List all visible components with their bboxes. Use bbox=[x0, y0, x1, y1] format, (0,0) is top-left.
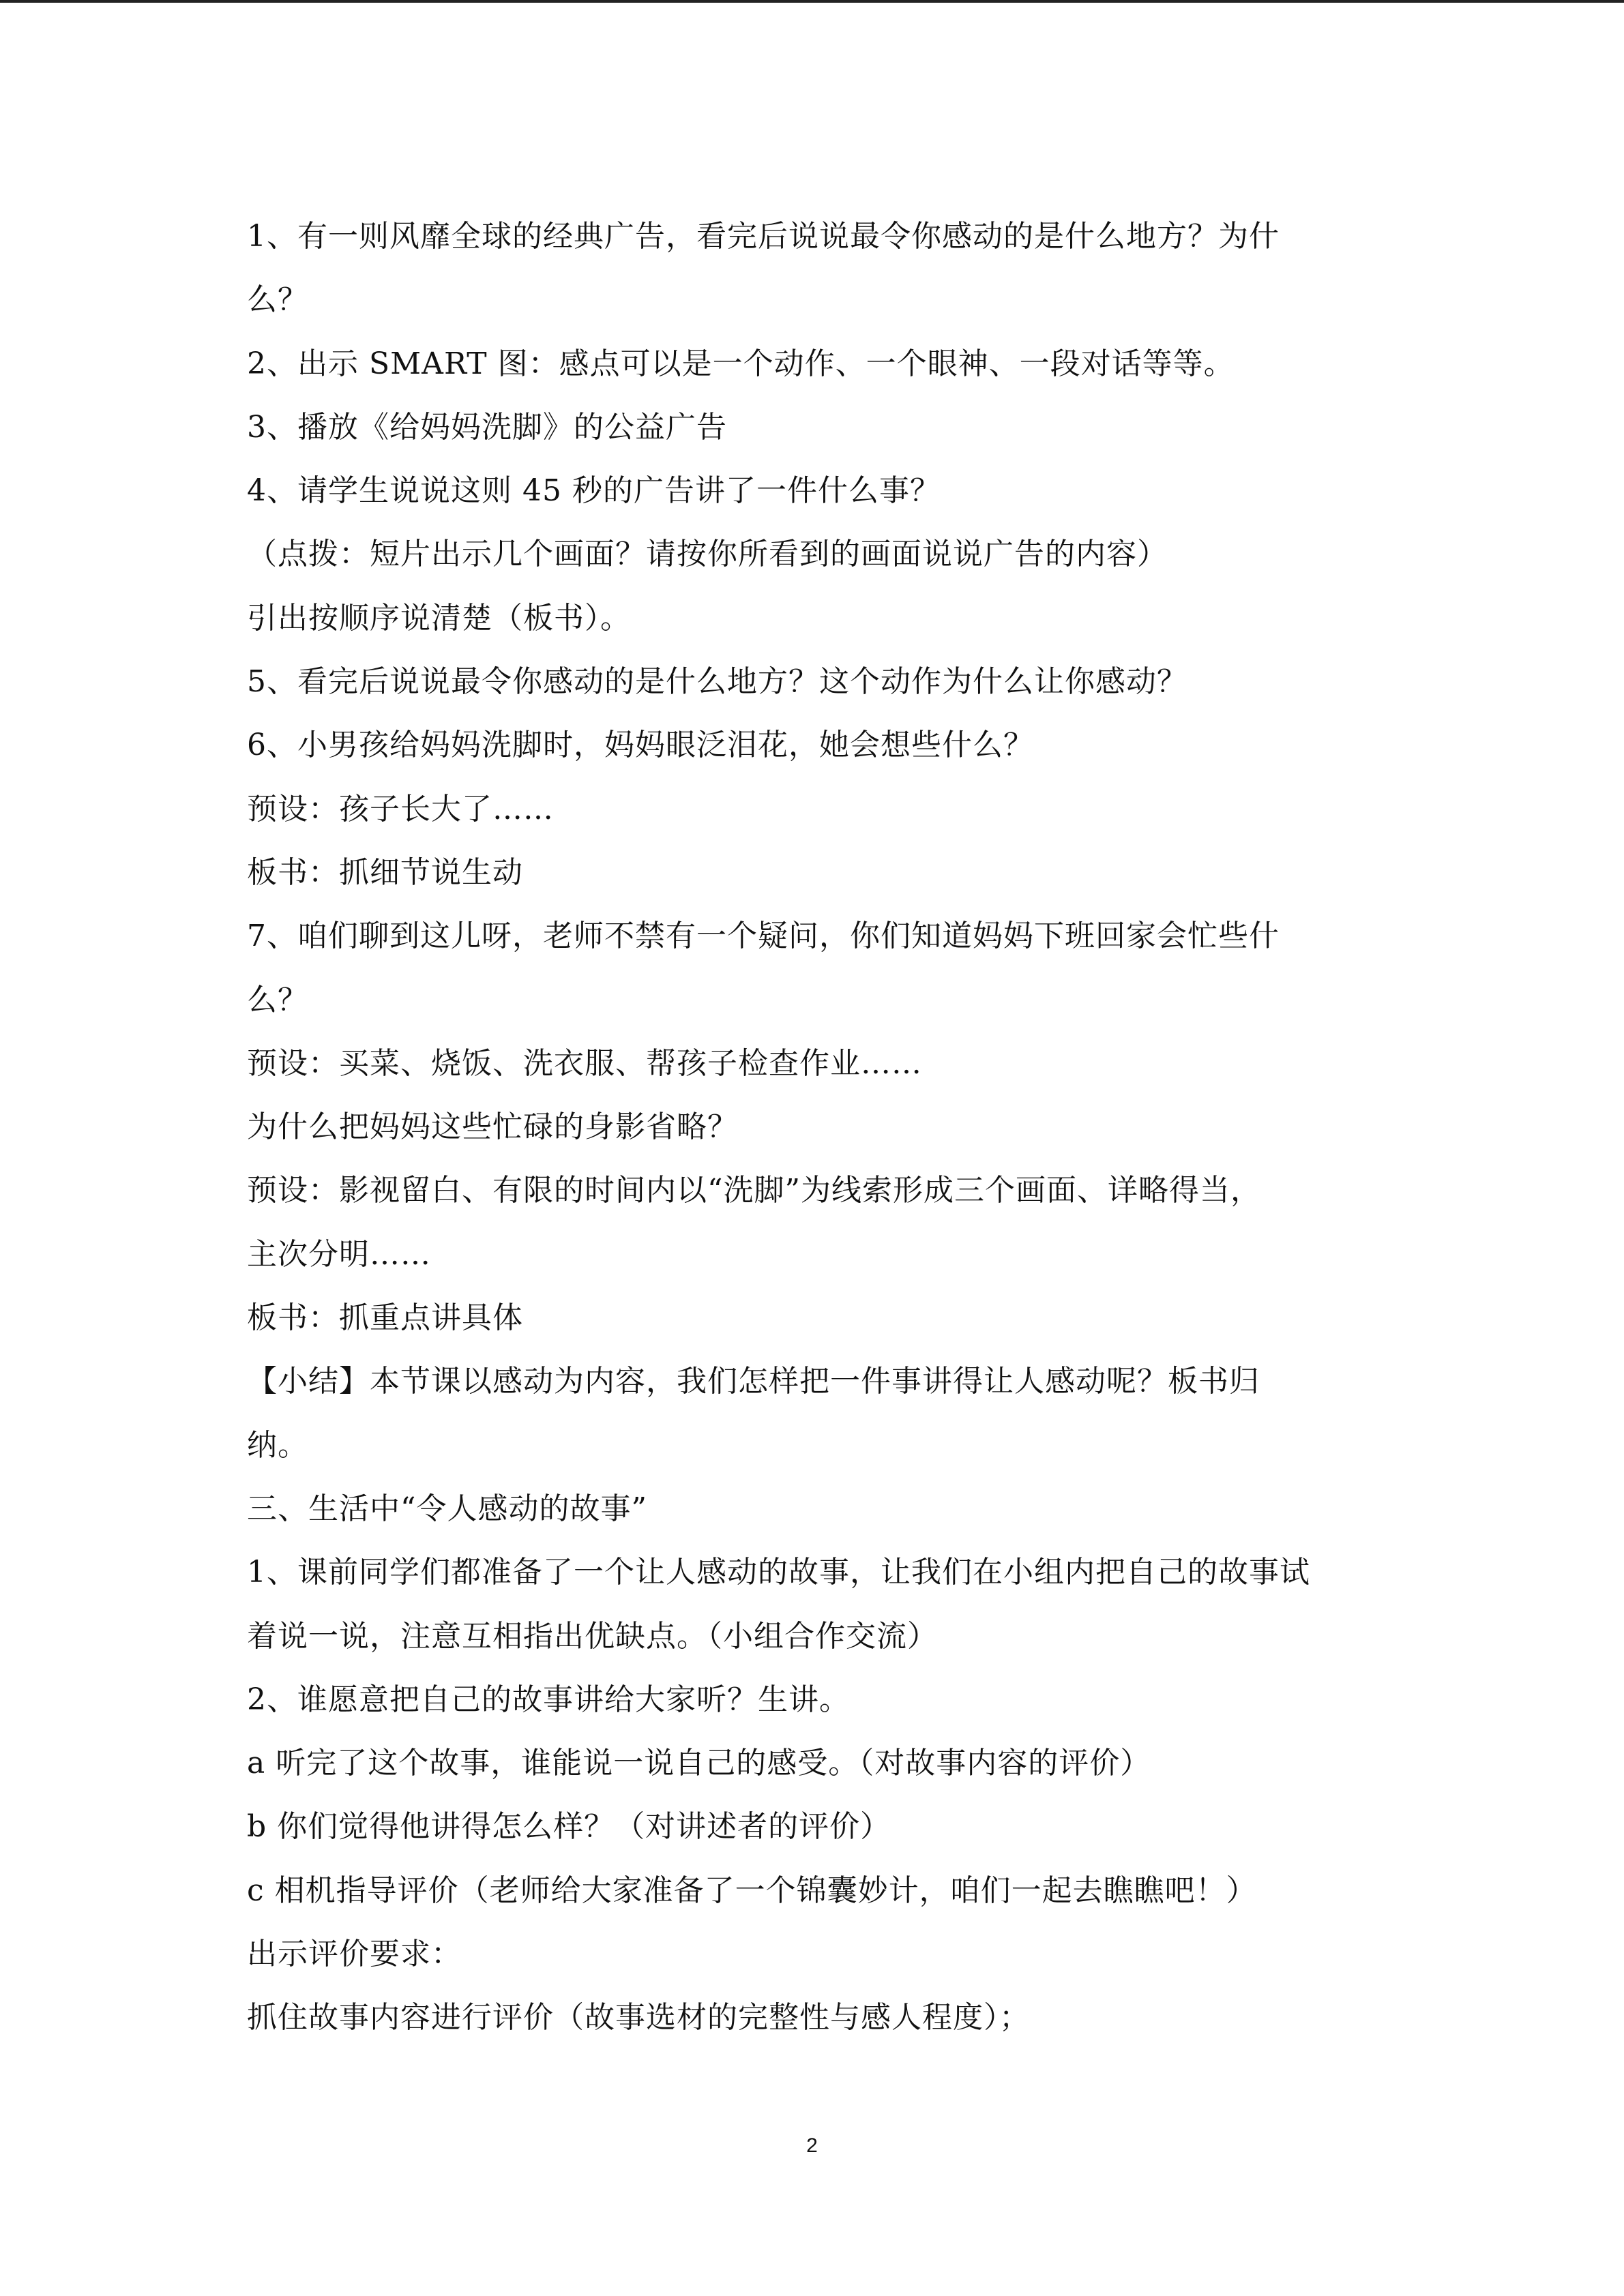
text-line: 【小结】本节课以感动为内容，我们怎样把一件事讲得让人感动呢？板书归 bbox=[247, 1364, 1260, 1399]
page-top-border bbox=[0, 0, 1624, 3]
text-line: 出示评价要求： bbox=[247, 1937, 462, 1972]
section-heading: 三、生活中“令人感动的故事” bbox=[247, 1491, 647, 1526]
text-line: 4、请学生说说这则 45 秒的广告讲了一件什么事？ bbox=[247, 473, 941, 509]
text-line: 1、有一则风靡全球的经典广告，看完后说说最令你感动的是什么地方？为什 bbox=[247, 219, 1280, 254]
text-line: （点拨：短片出示几个画面？请按你所看到的画面说说广告的内容） bbox=[247, 537, 1168, 572]
text-line: 么？ bbox=[247, 982, 308, 1017]
text-line: 3、播放《给妈妈洗脚》的公益广告 bbox=[247, 409, 727, 445]
text-line: 为什么把妈妈这些忙碌的身影省略？ bbox=[247, 1109, 738, 1145]
text-line: 板书：抓细节说生动 bbox=[247, 854, 523, 890]
text-line: 预设：买菜、烧饭、洗衣服、帮孩子检查作业…… bbox=[247, 1045, 922, 1081]
text-line: a 听完了这个故事，谁能说一说自己的感受。（对故事内容的评价） bbox=[247, 1746, 1151, 1781]
text-line: 抓住故事内容进行评价（故事选材的完整性与感人程度）； bbox=[247, 2000, 1030, 2036]
text-line: 预设：孩子长大了…… bbox=[247, 791, 554, 826]
text-line: 2、出示 SMART 图：感点可以是一个动作、一个眼神、一段对话等等。 bbox=[247, 346, 1235, 381]
text-line: b 你们觉得他讲得怎么样？（对讲述者的评价） bbox=[247, 1809, 891, 1845]
text-line: 7、咱们聊到这儿呀，老师不禁有一个疑问，你们知道妈妈下班回家会忙些什 bbox=[247, 919, 1280, 954]
page-number: 2 bbox=[806, 2134, 818, 2157]
text-line: 纳。 bbox=[247, 1427, 308, 1463]
text-line: 板书：抓重点讲具体 bbox=[247, 1300, 523, 1336]
text-line: 着说一说，注意互相指出优缺点。（小组合作交流） bbox=[247, 1618, 938, 1654]
text-line: 2、谁愿意把自己的故事讲给大家听？生讲。 bbox=[247, 1682, 850, 1717]
text-line: 引出按顺序说清楚（板书）。 bbox=[247, 600, 631, 636]
text-line: 5、看完后说说最令你感动的是什么地方？这个动作为什么让你感动？ bbox=[247, 664, 1187, 700]
text-line: 主次分明…… bbox=[247, 1236, 431, 1272]
text-line: c 相机指导评价（老师给大家准备了一个锦囊妙计，咱们一起去瞧瞧吧！） bbox=[247, 1873, 1257, 1908]
text-line: 预设：影视留白、有限的时间内以“洗脚”为线索形成三个画面、详略得当， bbox=[247, 1173, 1261, 1208]
text-line: 6、小男孩给妈妈洗脚时，妈妈眼泛泪花，她会想些什么？ bbox=[247, 728, 1034, 763]
text-line: 么？ bbox=[247, 282, 308, 318]
document-body bbox=[247, 205, 1393, 2050]
text-line: 1、课前同学们都准备了一个让人感动的故事，让我们在小组内把自己的故事试 bbox=[247, 1555, 1310, 1590]
